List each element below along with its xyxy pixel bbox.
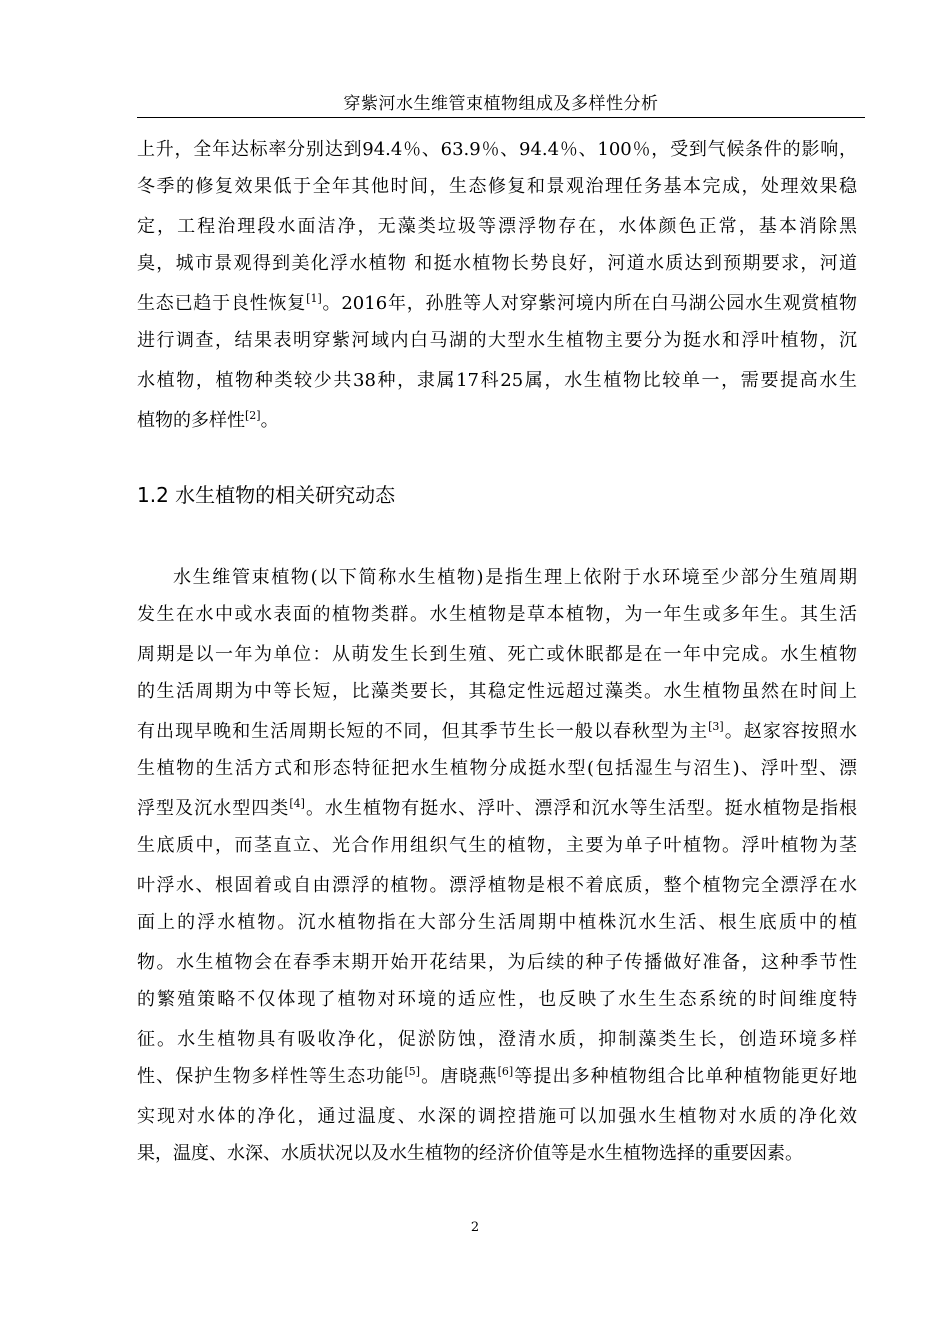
running-header: 穿紫河水生维管束植物组成及多样性分析 (343, 94, 659, 114)
paragraph-line: 实现对水体的净化，通过温度、水深的调控措施可以加强水生植物对水质的净化效 (137, 1106, 857, 1127)
page-number: 2 (470, 1220, 480, 1235)
paragraph-line: 冬季的修复效果低于全年其他时间，生态修复和景观治理任务基本完成，处理效果稳 (137, 176, 857, 197)
line-text: 有出现早晚和生活周期长短的不同，但其季节生长一般以春秋型为主 (137, 721, 709, 742)
citation-marker: [5] (404, 1065, 421, 1078)
paragraph-line: 面上的浮水植物。沉水植物指在大部分生活周期中植株沉水生活、根生底质中的植 (137, 912, 857, 933)
line-text: 。水生植物有挺水、浮叶、漂浮和沉水等生活型。挺水植物是指根 (304, 798, 858, 819)
citation-marker: [1] (306, 292, 322, 305)
line-text: 植物的多样性 (137, 410, 245, 431)
paragraph-line: 臭，城市景观得到美化浮水植物 和挺水植物长势良好，河道水质达到预期要求，河道 (137, 253, 857, 274)
section-heading: 1.2 水生植物的相关研究动态 (137, 483, 396, 507)
paragraph-line (137, 790, 857, 827)
citation-marker: [3] (708, 720, 724, 733)
paragraph-line (137, 1058, 857, 1095)
paragraph-line: 进行调查，结果表明穿紫河域内白马湖的大型水生植物主要分为挺水和浮叶植物，沉 (137, 330, 857, 351)
paragraph-line: 定，工程治理段水面洁净，无藻类垃圾等漂浮物存在，水体颜色正常，基本消除黑 (137, 216, 857, 237)
paragraph-line: 周期是以一年为单位：从萌发生长到生殖、死亡或休眠都是在一年中完成。水生植物 (137, 644, 857, 665)
citation-marker: [2] (245, 409, 261, 422)
paragraph-line: 水植物，植物种类较少共38种，隶属17科25属，水生植物比较单一，需要提高水生 (137, 370, 857, 391)
line-text: 等提出多种植物组合比单种植物能更好地 (513, 1066, 858, 1087)
line-text: 。 (260, 410, 279, 431)
line-text: 生态已趋于良性恢复 (137, 293, 307, 314)
line-text: 性、保护生物多样性等生态功能 (137, 1066, 405, 1087)
line-text: 。2016年，孙胜等人对穿紫河境内所在白马湖公园水生观赏植物 (321, 293, 858, 314)
header-rule (137, 117, 865, 118)
paragraph-line (137, 713, 857, 750)
paragraph-line: 发生在水中或水表面的植物类群。水生植物是草本植物，为一年生或多年生。其生活 (137, 604, 857, 625)
paragraph-line: 叶浮水、根固着或自由漂浮的植物。漂浮植物是根不着底质，整个植物完全漂浮在水 (137, 875, 857, 896)
paragraph-line: 征。水生植物具有吸收净化，促淤防蚀，澄清水质，抑制藻类生长，创造环境多样 (137, 1029, 857, 1050)
paragraph-line: 生植物的生活方式和形态特征把水生植物分成挺水型(包括湿生与沼生)、浮叶型、漂 (137, 758, 857, 779)
paragraph-line: 果，温度、水深、水质状况以及水生植物的经济价值等是水生植物选择的重要因素。 (137, 1143, 803, 1164)
paragraph-line: 物。水生植物会在春季末期开始开花结果，为后续的种子传播做好准备，这种季节性 (137, 952, 857, 973)
line-text: 。唐晓燕 (420, 1066, 498, 1087)
citation-marker: [6] (497, 1065, 514, 1078)
paragraph-line: 的繁殖策略不仅体现了植物对环境的适应性，也反映了水生生态系统的时间维度特 (137, 989, 857, 1010)
paragraph-line (137, 402, 857, 439)
paragraph-line: 上升，全年达标率分别达到94.4％、63.9％、94.4％、100％，受到气候条件的影响， (137, 139, 857, 160)
paragraph-line: 的生活周期为中等长短，比藻类要长，其稳定性远超过藻类。水生植物虽然在时间上 (137, 681, 857, 702)
paragraph-line: 水生维管束植物(以下简称水生植物)是指生理上依附于水环境至少部分生殖周期 (173, 567, 857, 588)
citation-marker: [4] (289, 797, 305, 810)
paragraph-line (137, 285, 857, 322)
line-text: 浮型及沉水型四类 (137, 798, 290, 819)
paragraph-line: 生底质中，而茎直立、光合作用组织气生的植物，主要为单子叶植物。浮叶植物为茎 (137, 835, 857, 856)
line-text: 。赵家容按照水 (723, 721, 858, 742)
